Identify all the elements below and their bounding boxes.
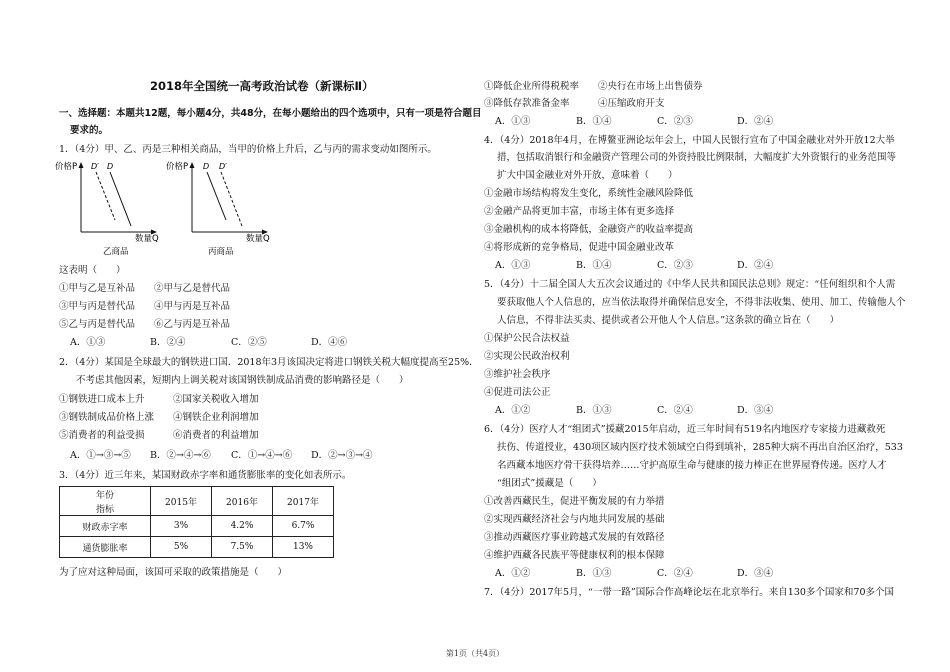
q1-option-d: D．④⑥ xyxy=(311,337,348,348)
q5-stem-cont: 人信息，不得非法买卖、提供或者公开他人个人信息。”这条款的确立旨在（ ） xyxy=(497,315,840,326)
table-row xyxy=(60,537,334,558)
q1-option-b: B．②④ xyxy=(150,337,186,348)
q6-item: ④维护西藏各民族平等健康权利的根本保障 xyxy=(484,550,665,561)
q5-stem-cont: 要获取他人个人信息的，应当依法取得并确保信息安全，不得非法收集、使用、加工、传输他人个 xyxy=(497,297,906,308)
q4-stem-cont: 扩大中国金融业对外开放，意味着（ ） xyxy=(497,170,678,181)
table-row xyxy=(60,516,334,537)
q3-option-a: A．①③ xyxy=(495,116,531,127)
table-cell: 13% xyxy=(273,537,334,558)
table-year-2016: 2016年 xyxy=(212,487,273,516)
q2-item: ①钢铁进口成本上升 ②国家关税收入增加 xyxy=(59,394,259,405)
q1-right-d: D xyxy=(203,162,210,171)
q6-option-b: B．①③ xyxy=(576,568,612,579)
q1-right-xlabel: 数量Q xyxy=(246,234,270,244)
table-row-label: 财政赤字率 xyxy=(60,516,151,537)
q3-item: ①降低企业所得税税率 ②央行在市场上出售债券 xyxy=(484,81,703,92)
q3-prompt: 为了应对这种局面，该国可采取的政策措施是（ ） xyxy=(59,567,288,578)
q1-item: ①甲与乙是互补品 ②甲与乙是替代品 xyxy=(59,283,231,294)
q5-item: ②实现公民政治权利 xyxy=(484,351,570,362)
q6-stem-cont: 名西藏本地医疗骨干获得培养……守护高原生命与健康的接力棒正在世界屋脊传递。医疗人才 xyxy=(497,460,887,471)
table-year-2017: 2017年 xyxy=(273,487,334,516)
q3-item: ③降低存款准备金率 ④压缩政府开支 xyxy=(484,98,665,109)
q1-stem: 1．（4分）甲、乙、丙是三种相关商品，当甲的价格上升后，乙与丙的需求变动如图所示。 xyxy=(59,144,437,155)
q3-data-table xyxy=(59,486,334,558)
section-heading-cont: 要求的。 xyxy=(70,125,109,136)
q2-stem-cont: 不考虑其他因素，短期内上调关税对该国钢铁制成品消费的影响路径是（ ） xyxy=(76,375,409,386)
q1-item: ③甲与丙是替代品 ④甲与丙是互补品 xyxy=(59,301,231,312)
q2-stem: 2．（4分）某国是全球最大的钢铁进口国．2018年3月该国决定将进口钢铁关税大幅度提高至25%． xyxy=(59,357,479,368)
q1-left-ylabel: 价格P xyxy=(55,162,78,172)
q4-item: ③金融机构的成本将降低，金融资产的收益率提高 xyxy=(484,224,694,235)
q3-option-c: C．②③ xyxy=(657,116,693,127)
q4-stem-cont: 措，包括取消银行和金融资产管理公司的外资持股比例限制，大幅度扩大外资银行的业务范围等 xyxy=(497,152,897,163)
q1-right-caption: 丙商品 xyxy=(208,247,234,257)
q6-stem-cont: 扶伤、传道授业，430项区域内医疗技术领域空白得到填补，285种大病不再出自治区治疗，533 xyxy=(497,442,903,453)
q6-stem-cont: “组团式”援藏是（ ） xyxy=(497,478,602,489)
q1-option-c: C．②⑤ xyxy=(231,337,267,348)
q5-item: ③维护社会秩序 xyxy=(484,369,551,380)
table-cell: 3% xyxy=(151,516,212,537)
table-row-label: 通货膨胀率 xyxy=(60,537,151,558)
q1-right-ylabel: 价格P xyxy=(166,162,189,172)
q1-option-a: A．①③ xyxy=(70,337,106,348)
q1-left-xlabel: 数量Q xyxy=(135,234,159,244)
table-cell: 6.7% xyxy=(273,516,334,537)
q6-item: ①改善西藏民生，促进平衡发展的有力举措 xyxy=(484,496,665,507)
q5-stem: 5．（4分）十二届全国人大五次会议通过的《中华人民共和国民法总则》规定：“任何组织和个人需 xyxy=(484,279,896,290)
q1-item: ⑤乙与丙是替代品 ⑥乙与丙是互补品 xyxy=(59,319,231,330)
q6-option-c: C．②④ xyxy=(657,568,693,579)
q2-option-d: D．②→③→④ xyxy=(311,450,373,461)
q2-item: ⑤消费者的利益受损 ⑥消费者的利益增加 xyxy=(59,430,259,441)
table-header-indicator: 指标 xyxy=(60,501,151,516)
section-heading: 一、选择题：本题共12题，每小题4分，共48分，在每小题给出的四个选项中，只有一项是符合题目 xyxy=(59,108,482,119)
q4-option-a: A．①③ xyxy=(495,260,531,271)
q1-left-d: D xyxy=(107,162,114,171)
page-title: 2018年全国统一高考政治试卷（新课标Ⅱ） xyxy=(150,79,374,93)
q4-item: ④将形成新的竞争格局，促进中国金融业改革 xyxy=(484,242,675,253)
q4-option-c: C．②③ xyxy=(657,260,693,271)
q5-option-d: D．③④ xyxy=(737,405,774,416)
q4-option-b: B．①④ xyxy=(576,260,612,271)
q5-option-c: C．②④ xyxy=(657,405,693,416)
q6-item: ②实现西藏经济社会与内地共同发展的基础 xyxy=(484,514,665,525)
q2-option-a: A．①→③→⑤ xyxy=(70,450,131,461)
q7-stem: 7．（4分）2017年5月，“一带一路”国际合作高峰论坛在北京举行。来自130多个国家和70多个国 xyxy=(484,587,894,598)
q1-right-dprime: D′ xyxy=(219,162,227,171)
q2-item: ③钢铁制成品价格上涨 ④钢铁企业利润增加 xyxy=(59,412,259,423)
q3-stem: 3．（4分）近三年来，某国财政赤字率和通货膨胀率的变化如表所示。 xyxy=(59,470,352,481)
q4-item: ①金融市场结构将发生变化，系统性金融风险降低 xyxy=(484,188,694,199)
q4-option-d: D．②④ xyxy=(737,260,774,271)
table-cell: 5% xyxy=(151,537,212,558)
q2-option-b: B．②→④→⑥ xyxy=(150,450,211,461)
q4-item: ②金融产品将更加丰富，市场主体有更多选择 xyxy=(484,206,675,217)
q3-option-d: D．②④ xyxy=(737,116,774,127)
q1-demand-graph-right xyxy=(166,158,286,258)
q1-left-dprime: D′ xyxy=(91,162,99,171)
q2-option-c: C．①→④→⑥ xyxy=(231,450,293,461)
q6-option-a: A．①② xyxy=(495,568,531,579)
q5-option-a: A．①② xyxy=(495,405,531,416)
table-cell: 4.2% xyxy=(212,516,273,537)
q6-stem: 6．（4分）医疗人才“组团式”援藏2015年启动，近三年时间有519名内地医疗专家接力进藏救死 xyxy=(484,424,886,435)
q1-prompt: 这表明（ ） xyxy=(59,265,126,276)
q5-item: ④促进司法公正 xyxy=(484,387,551,398)
q1-left-caption: 乙商品 xyxy=(103,247,129,257)
table-header-year: 年份 xyxy=(60,487,151,502)
table-year-2015: 2015年 xyxy=(151,487,212,516)
q3-option-b: B．①④ xyxy=(576,116,612,127)
q6-option-d: D．③④ xyxy=(737,568,774,579)
q5-option-b: B．①③ xyxy=(576,405,612,416)
q1-demand-graph-left xyxy=(55,158,175,258)
table-cell: 7.5% xyxy=(212,537,273,558)
page-footer: 第1页（共4页） xyxy=(445,649,505,658)
q5-item: ①保护公民合法权益 xyxy=(484,333,570,344)
q4-stem: 4．（4分）2018年4月，在博鳌亚洲论坛年会上，中国人民银行宣布了中国金融业对外开放12大举 xyxy=(484,135,895,146)
q6-item: ③推动西藏医疗事业跨越式发展的有效路径 xyxy=(484,532,665,543)
